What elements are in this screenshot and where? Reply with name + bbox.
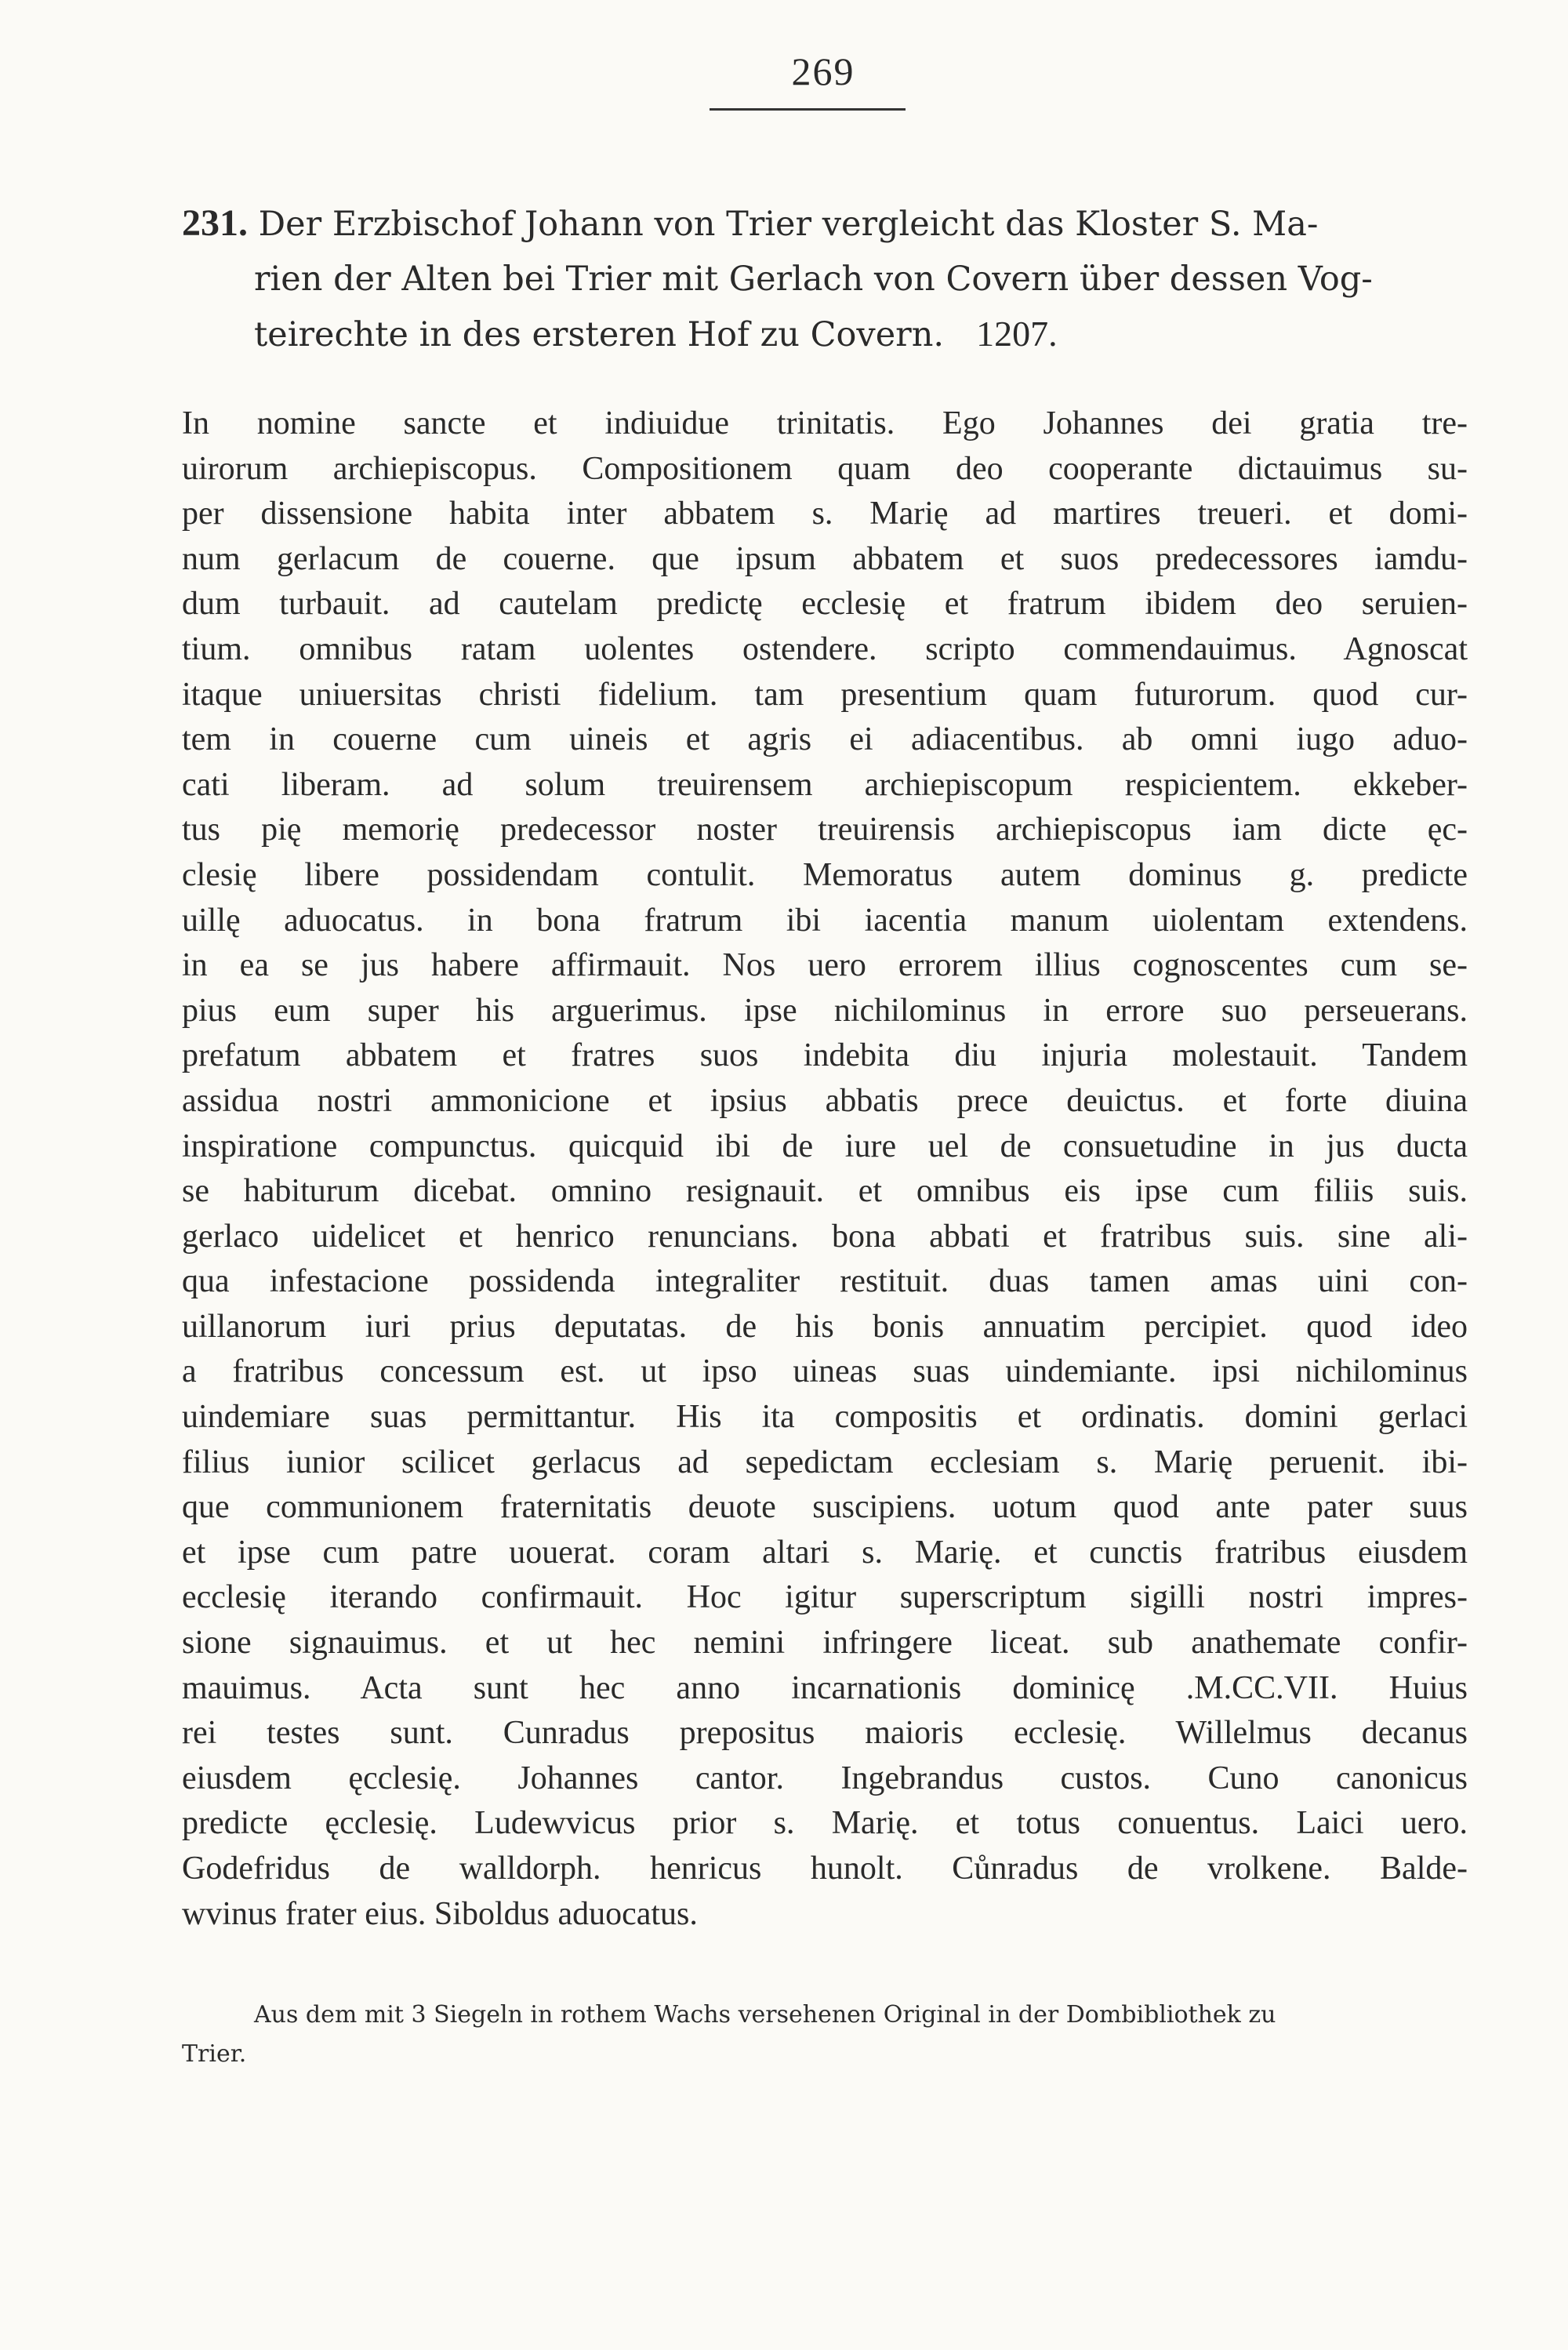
body-line: uindemiare suas permittantur. His ita compositis et ordinatis. domini gerlaci (182, 1399, 1468, 1436)
body-line: num gerlacum de couerne. que ipsum abbatem et suos predecessores iamdu- (182, 540, 1468, 577)
body-line: pius eum super his arguerimus. ipse nichilominus in errore suo perseuerans. (182, 992, 1468, 1029)
document-number: 231. (182, 202, 248, 244)
body-line: uillanorum iuri prius deputatas. de his bonis annuatim percipiet. quod ideo (182, 1308, 1468, 1345)
body-line: dum turbauit. ad cautelam predictę ecclesię et fratrum ibidem deo seruien- (182, 586, 1468, 623)
heading-text: teirechte in des ersteren Hof zu Covern. (254, 315, 945, 354)
heading-line (182, 307, 1468, 362)
body-line: et ipse cum patre uouerat. coram altari s. Marię. et cunctis fratribus eiusdem (182, 1534, 1468, 1571)
body-line: uirorum archiepiscopus. Compositionem quam deo cooperante dictauimus su- (182, 450, 1468, 487)
heading-text: Der Erzbischof Johann von Trier vergleicht das Kloster S. Ma- (258, 205, 1319, 244)
body-line: ecclesię iterando confirmauit. Hoc igitur superscriptum sigilli nostri impres- (182, 1579, 1468, 1616)
body-line: tem in couerne cum uineis et agris ei adiacentibus. ab omni iugo aduo- (182, 721, 1468, 758)
body-line: sione signauimus. et ut hec nemini infringere liceat. sub anathemate confir- (182, 1625, 1468, 1662)
body-line: tus pię memorię predecessor noster treuirensis archiepiscopus iam dicte ęc- (182, 812, 1468, 848)
body-line: in ea se jus habere affirmauit. Nos uero errorem illius cognoscentes cum se- (182, 947, 1468, 984)
body-line: filius iunior scilicet gerlacus ad sepedictam ecclesiam s. Marię peruenit. ibi- (182, 1444, 1468, 1480)
charter-body (182, 401, 1468, 1937)
body-line: wvinus frater eius. Siboldus aduocatus. (182, 1895, 698, 1932)
body-line: que communionem fraternitatis deuote suscipiens. uotum quod ante pater suus (182, 1489, 1468, 1526)
heading-line: rien der Alten bei Trier mit Gerlach von Covern über dessen Vog- (254, 260, 1373, 299)
body-line: a fratribus concessum est. ut ipso uineas suas uindemiante. ipsi nichilominus (182, 1353, 1468, 1390)
source-line: Trier. (182, 2040, 247, 2068)
body-line: se habiturum dicebat. omnino resignauit. et omnibus eis ipse cum filiis suis. (182, 1173, 1468, 1210)
heading-line (182, 196, 1468, 252)
page-number-rule (710, 108, 906, 111)
body-line: clesię libere possidendam contulit. Memoratus autem dominus g. predicte (182, 856, 1468, 893)
body-line: mauimus. Acta sunt hec anno incarnationis dominicę .M.CC.VII. Huius (182, 1669, 1468, 1706)
body-line: assidua nostri ammonicione et ipsius abbatis prece deuictus. et forte diuina (182, 1082, 1468, 1119)
body-line: tium. omnibus ratam uolentes ostendere. scripto commendauimus. Agnoscat (182, 630, 1468, 667)
body-line: uillę aduocatus. in bona fratrum ibi iacentia manum uiolentam extendens. (182, 902, 1468, 939)
source-note (182, 1996, 1468, 2074)
body-line: itaque uniuersitas christi fidelium. tam presentium quam futurorum. quod cur- (182, 676, 1468, 713)
body-line: cati liberam. ad solum treuirensem archiepiscopum respicientem. ekkeber- (182, 766, 1468, 803)
body-line: Godefridus de walldorph. henricus hunolt. Cůnradus de vrolkene. Balde- (182, 1851, 1468, 1887)
body-line: qua infestacione possidenda integraliter restituit. duas tamen amas uini con- (182, 1263, 1468, 1300)
body-line: In nomine sancte et indiuidue trinitatis. Ego Johannes dei gratia tre- (182, 405, 1468, 441)
body-line: rei testes sunt. Cunradus prepositus maioris ecclesię. Willelmus decanus (182, 1715, 1468, 1752)
source-line: Aus dem mit 3 Siegeln in rothem Wachs versehenen Original in der Dombibliothek zu (254, 2001, 1276, 2029)
body-line: per dissensione habita inter abbatem s. Marię ad martires treueri. et domi- (182, 496, 1468, 532)
body-line: eiusdem ęcclesię. Johannes cantor. Ingebrandus custos. Cuno canonicus (182, 1760, 1468, 1796)
body-line: gerlaco uidelicet et henrico renuncians. bona abbati et fratribus suis. sine ali- (182, 1218, 1468, 1255)
document-heading (182, 196, 1468, 362)
body-line: prefatum abbatem et fratres suos indebita diu injuria molestauit. Tandem (182, 1037, 1468, 1074)
document-year: 1207. (976, 314, 1058, 354)
body-line: predicte ęcclesię. Ludewvicus prior s. Marię. et totus conuentus. Laici uero. (182, 1805, 1468, 1842)
body-line: inspiratione compunctus. quicquid ibi de iure uel de consuetudine in jus ducta (182, 1128, 1468, 1164)
page-number: 269 (791, 49, 855, 93)
